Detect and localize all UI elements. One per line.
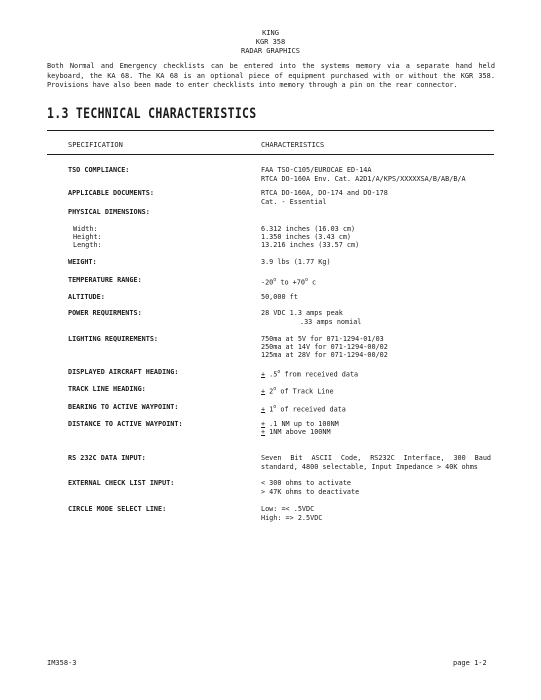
spec-physical-dimensions: PHYSICAL DIMENSIONS: — [68, 208, 150, 216]
footer-page-number: page 1-2 — [453, 659, 487, 667]
spec-weight: WEIGHT: — [68, 258, 97, 266]
spec-applicable-documents: APPLICABLE DOCUMENTS: — [68, 189, 154, 197]
char-height: 1.350 inches (3.43 cm) — [261, 233, 352, 241]
spec-circle-mode-select-line: CIRCLE MODE SELECT LINE: — [68, 505, 167, 513]
char-circle-line1: Low: =< .5VDC — [261, 505, 315, 513]
char-temperature-range: -20$^o$ to $+70^o$ c — [261, 277, 317, 287]
spec-tso-compliance: TSO COMPLIANCE: — [68, 166, 130, 174]
char-power-line1: 28 VDC 1.3 amps peak — [261, 309, 343, 317]
char-external-line1: < 300 ohms to activate — [261, 479, 352, 487]
header-product: RADAR GRAPHICS — [240, 47, 300, 55]
spec-height: Height: — [73, 233, 102, 241]
column-header-specification: SPECIFICATION — [68, 141, 123, 149]
spec-rs232c-data-input: RS 232C DATA INPUT: — [68, 454, 146, 462]
header-manufacturer: KING — [262, 29, 279, 37]
char-displayed-aircraft-heading: + $.5^o$ from received data — [261, 369, 359, 379]
char-weight: 3.9 lbs (1.77 Kg) — [261, 258, 331, 266]
spec-distance-to-waypoint: DISTANCE TO ACTIVE WAYPOINT: — [68, 420, 183, 428]
char-distance-line2: + 1NM above 100NM — [261, 428, 331, 436]
char-distance-line1: + .1 NM up to 100NM — [261, 420, 339, 428]
column-header-characteristics: CHARACTERISTICS — [261, 141, 325, 149]
char-docs-line1: RTCA DO-160A, DO-174 and DO-178 — [261, 189, 388, 197]
document-header — [0, 29, 541, 56]
char-width: 6.312 inches (16.03 cm) — [261, 225, 356, 233]
char-external-line2: > 47K ohms to deactivate — [261, 488, 360, 496]
char-track-line-heading: + $2^o$ of Track Line — [261, 386, 334, 396]
char-lighting-line1: 750ma at 5V for 071-1294-01/03 — [261, 335, 384, 343]
footer-document-id: IM358-3 — [47, 659, 77, 667]
spec-width: Width: — [73, 225, 98, 233]
spec-altitude: ALTITUDE: — [68, 293, 105, 301]
char-altitude: 50,000 ft — [261, 293, 298, 301]
spec-external-check-list-input: EXTERNAL CHECK LIST INPUT: — [68, 479, 175, 487]
spec-lighting-requirements: LIGHTING REQUIREMENTS: — [68, 335, 159, 343]
spec-displayed-aircraft-heading: DISPLAYED AIRCRAFT HEADING: — [68, 368, 179, 376]
char-circle-line2: High: => 2.5VDC — [261, 514, 323, 522]
spec-power-requirements: POWER REQUIRMENTS: — [68, 309, 142, 317]
intro-paragraph: Both Normal and Emergency checklists can be entered into the systems memory via a separate hand held keyboard, the KA 68. The KA 68 is an optional piece of equipment purchased with or without the KGR 358. Provisions have also been made to enter checklists into memory through a pin on the rear connector. — [47, 62, 495, 89]
char-lighting-line2: 250ma at 14V for 071-1294-00/02 — [261, 343, 388, 351]
spec-bearing-to-waypoint: BEARING TO ACTIVE WAYPOINT: — [68, 403, 179, 411]
char-tso-line2: RTCA DO-160A Env. Cat. A2D1/A/KPS/XXXXXSA/B/AB/B/A — [261, 175, 466, 183]
spec-track-line-heading: TRACK LINE HEADING: — [68, 385, 146, 393]
char-bearing-to-waypoint: + $1^o$ of received data — [261, 404, 346, 414]
char-power-line2: .33 amps nomial — [300, 318, 362, 326]
char-rs232c-data-input: Seven Bit ASCII Code, RS232C Interface, 300 Baud standard, 4800 selectable, Input Impedance > 40K ohms — [261, 454, 491, 471]
char-length: 13.216 inches (33.57 cm) — [261, 241, 360, 249]
char-tso-line1: FAA TSO-C105/EUROCAE ED-14A — [261, 166, 372, 174]
char-lighting-line3: 125ma at 28V for 071-1294-00/02 — [261, 351, 388, 359]
spec-length: Length: — [73, 241, 102, 249]
section-rule — [47, 130, 494, 131]
section-title: 1.3 TECHNICAL CHARACTERISTICS — [47, 104, 257, 122]
spec-temperature-range: TEMPERATURE RANGE: — [68, 276, 142, 284]
column-header-rule — [47, 154, 494, 155]
char-docs-line2: Cat. - Essential — [261, 198, 327, 206]
header-model: KGR 358 — [255, 38, 286, 46]
